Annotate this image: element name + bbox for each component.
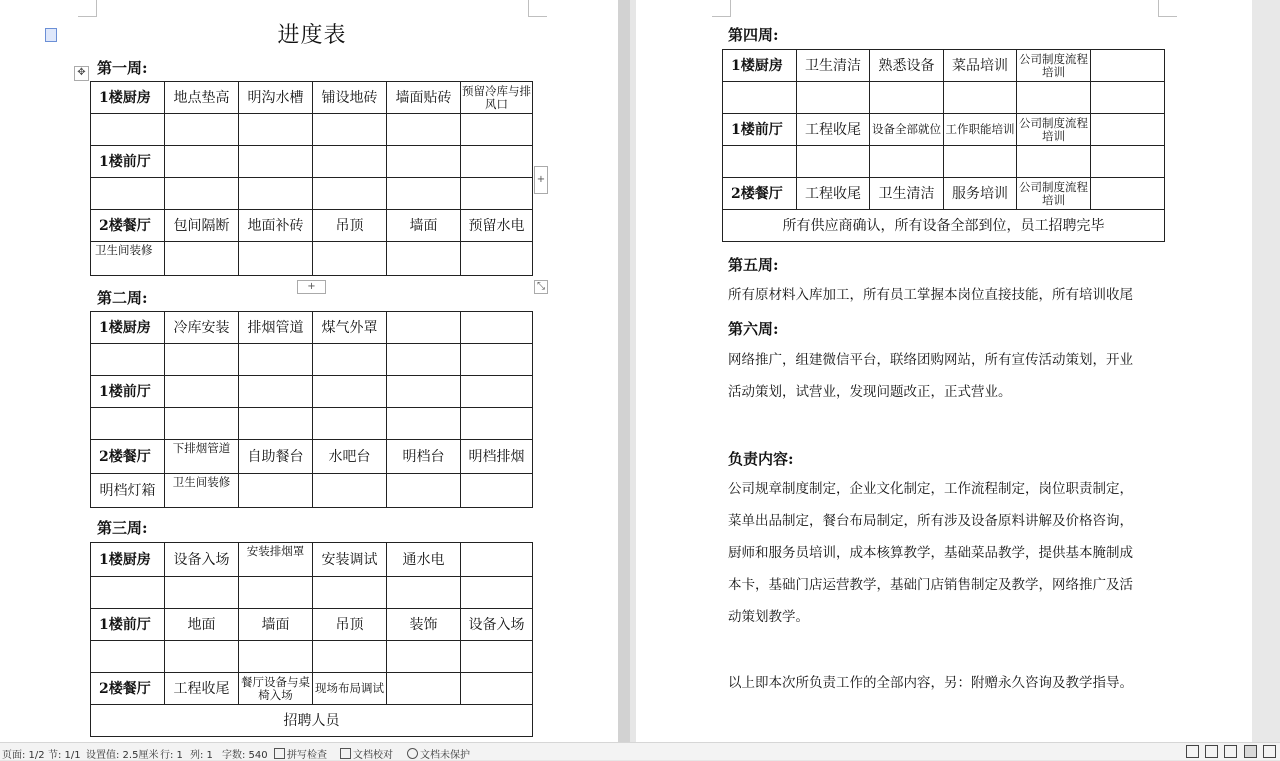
table-cell[interactable] [797,82,870,114]
table-row [91,210,533,242]
table-row [723,146,1165,178]
table-cell[interactable] [461,474,533,508]
week2-table [90,311,533,508]
table-cell[interactable]: 排烟管道 [239,312,313,344]
table-row [723,50,1165,82]
status-page[interactable]: 页面: 1/2 [2,750,45,761]
table-cell[interactable]: 1楼前厅 [91,146,165,178]
table-cell[interactable] [944,146,1017,178]
table-row [91,543,533,577]
spellcheck-label: 拼写检查 [287,750,327,761]
table-cell[interactable]: 自助餐台 [239,440,313,474]
table-cell[interactable]: 墙面贴砖 [387,82,461,114]
week5-label: 第五周: [728,256,779,274]
table-cell[interactable]: 菜品培训 [944,50,1017,82]
table-cell[interactable]: 公司制度流程培训 [1017,178,1091,210]
table-row [723,178,1165,210]
table-cell[interactable] [723,146,797,178]
add-row-button[interactable]: + [297,280,326,294]
table-cell[interactable] [1091,82,1165,114]
table-cell[interactable]: 2楼餐厅 [91,210,165,242]
responsibility-line: 厨师和服务员培训，成本核算教学，基础菜品教学，提供基本腌制成 [728,545,1133,561]
table-cell[interactable]: 安装排烟罩 [239,543,313,577]
table-cell[interactable] [797,146,870,178]
table-cell[interactable]: 1楼厨房 [91,543,165,577]
document-icon[interactable] [45,28,57,42]
table-cell[interactable] [461,114,533,146]
table-cell[interactable]: 卫生间装修 [91,242,165,276]
table-cell[interactable] [239,344,313,376]
table-cell[interactable] [1091,178,1165,210]
page-gap [618,0,630,742]
table-cell[interactable] [387,344,461,376]
table-cell[interactable] [239,376,313,408]
table-cell[interactable] [313,146,387,178]
table-cell[interactable]: 铺设地砖 [313,82,387,114]
read-mode-icon[interactable] [1205,745,1218,758]
responsibility-line: 动策划教学。 [728,609,809,625]
closing-text: 以上即本次所负责工作的全部内容，另：附赠永久咨询及教学指导。 [728,675,1133,691]
web-view-icon[interactable] [1263,745,1276,758]
table-row [91,376,533,408]
table-cell[interactable] [165,376,239,408]
table-cell[interactable] [313,641,387,673]
table-cell[interactable]: 现场布局调试 [313,673,387,705]
table-row [91,114,533,146]
table-cell[interactable] [1091,146,1165,178]
table-cell[interactable] [313,474,387,508]
table-cell[interactable] [239,114,313,146]
table-cell[interactable]: 设备全部就位 [870,114,944,146]
table-cell[interactable] [1091,114,1165,146]
table-cell[interactable]: 公司制度流程培训 [1017,114,1091,146]
table-row [91,82,533,114]
week6-text-line1: 网络推广，组建微信平台，联络团购网站，所有宣传活动策划，开业 [728,352,1133,368]
table-cell[interactable]: 卫生间装修 [165,474,239,508]
table-cell[interactable] [387,577,461,609]
week6-text-line2: 活动策划，试营业，发现问题改正，正式营业。 [728,384,1012,400]
table-cell[interactable]: 1楼前厅 [91,376,165,408]
table-cell[interactable]: 吊顶 [313,609,387,641]
table-row [91,146,533,178]
table-cell[interactable] [165,146,239,178]
table-row [91,705,533,737]
table-cell[interactable] [387,114,461,146]
table-cell[interactable] [1017,146,1091,178]
table-cell[interactable]: 1楼厨房 [723,50,797,82]
table-cell[interactable] [387,146,461,178]
table-cell[interactable] [165,114,239,146]
table-cell[interactable]: 煤气外罩 [313,312,387,344]
add-column-button[interactable]: + [534,166,548,194]
table-cell[interactable]: 包间隔断 [165,210,239,242]
crop-mark [78,0,97,17]
table-row [91,440,533,474]
table-cell[interactable]: 所有供应商确认，所有设备全部到位，员工招聘完毕 [723,210,1165,242]
table-cell[interactable]: 2楼餐厅 [723,178,797,210]
table-cell[interactable]: 冷库安装 [165,312,239,344]
table-cell[interactable]: 1楼前厅 [723,114,797,146]
crop-mark [1158,0,1177,17]
table-cell[interactable] [387,312,461,344]
status-bar [0,742,1280,760]
table-cell[interactable] [387,376,461,408]
table-cell[interactable] [870,146,944,178]
table-cell[interactable] [91,344,165,376]
fullscreen-icon[interactable] [1186,745,1199,758]
table-cell[interactable] [387,474,461,508]
document-title: 进度表 [277,23,347,48]
table-cell[interactable] [461,312,533,344]
table-cell[interactable] [91,641,165,673]
table-row [91,673,533,705]
table-cell[interactable]: 服务培训 [944,178,1017,210]
table-cell[interactable] [1017,82,1091,114]
table-row [91,178,533,210]
table-cell[interactable] [387,641,461,673]
table-cell[interactable] [313,242,387,276]
table-row [91,344,533,376]
table-cell[interactable] [165,641,239,673]
table-row [723,114,1165,146]
table-cell[interactable]: 工程收尾 [797,114,870,146]
table-cell[interactable]: 吊顶 [313,210,387,242]
table-cell[interactable]: 预留水电 [461,210,533,242]
table-cell[interactable]: 明档灯箱 [91,474,165,508]
table-cell[interactable]: 设备入场 [165,543,239,577]
table-cell[interactable]: 2楼餐厅 [91,440,165,474]
table-resize-handle[interactable]: ⤡ [534,280,548,294]
table-cell[interactable]: 熟悉设备 [870,50,944,82]
table-cell[interactable]: 墙面 [387,210,461,242]
table-cell[interactable] [313,577,387,609]
table-cell[interactable] [461,376,533,408]
table-cell[interactable]: 明档台 [387,440,461,474]
table-cell[interactable] [387,673,461,705]
table-cell[interactable]: 卫生清洁 [797,50,870,82]
table-cell[interactable]: 墙面 [239,609,313,641]
table-cell[interactable] [165,242,239,276]
table-cell[interactable] [723,82,797,114]
responsibility-line: 公司规章制度制定，企业文化制定，工作流程制定，岗位职责制定， [728,481,1133,497]
table-cell[interactable] [239,474,313,508]
table-cell[interactable] [387,178,461,210]
table-row [91,609,533,641]
table-cell[interactable]: 预留冷库与排风口 [461,82,533,114]
table-cell[interactable] [387,408,461,440]
table-cell[interactable] [239,178,313,210]
table-cell[interactable] [239,242,313,276]
table-cell[interactable] [461,543,533,577]
responsibility-line: 本卡，基础门店运营教学，基础门店销售制定及教学，网络推广及活 [728,577,1133,593]
week2-label: 第二周: [97,289,148,307]
table-cell[interactable]: 地面补砖 [239,210,313,242]
table-cell[interactable]: 地点垫高 [165,82,239,114]
write-mode-icon[interactable] [1224,745,1237,758]
crop-mark [528,0,547,17]
table-cell[interactable]: 下排烟管道 [165,440,239,474]
table-row [91,577,533,609]
status-wordcount[interactable]: 字数: 540 [222,750,268,761]
proofread-icon [340,748,351,759]
crop-mark [712,0,731,17]
week1-table [90,81,533,276]
table-cell[interactable]: 工程收尾 [797,178,870,210]
table-row [91,312,533,344]
table-cell[interactable] [91,577,165,609]
table-cell[interactable]: 1楼厨房 [91,312,165,344]
table-cell[interactable] [461,242,533,276]
table-cell[interactable]: 公司制度流程培训 [1017,50,1091,82]
table-cell[interactable] [165,178,239,210]
table-cell[interactable] [461,344,533,376]
table-row [723,210,1165,242]
unprotected-icon [407,748,418,759]
table-cell[interactable] [313,344,387,376]
week4-label: 第四周: [728,26,779,44]
responsibility-label: 负责内容: [728,450,794,468]
table-cell[interactable] [313,114,387,146]
table-cell[interactable] [165,408,239,440]
workspace-margin [1252,0,1280,742]
page-view-icon[interactable] [1244,745,1257,758]
table-cell[interactable] [387,242,461,276]
table-cell[interactable] [91,408,165,440]
week3-label: 第三周: [97,519,148,537]
table-cell[interactable] [165,577,239,609]
spellcheck-icon [274,748,285,759]
table-row [91,242,533,276]
table-cell[interactable]: 2楼餐厅 [91,673,165,705]
table-cell[interactable]: 明档排烟 [461,440,533,474]
table-cell[interactable]: 装饰 [387,609,461,641]
table-cell[interactable] [461,408,533,440]
table-cell[interactable] [239,577,313,609]
table-cell[interactable] [313,408,387,440]
table-cell[interactable] [91,178,165,210]
responsibility-line: 菜单出品制定，餐台布局制定，所有涉及设备原料讲解及价格咨询， [728,513,1133,529]
protect-label: 文档未保护 [420,750,470,761]
table-cell[interactable] [91,114,165,146]
status-section: 节: 1/1 [48,750,81,761]
table-cell[interactable]: 1楼厨房 [91,82,165,114]
week6-label: 第六周: [728,320,779,338]
table-cell[interactable]: 工程收尾 [165,673,239,705]
table-cell[interactable] [461,641,533,673]
table-cell[interactable] [313,376,387,408]
table-row [91,474,533,508]
table-cell[interactable] [461,577,533,609]
table-move-handle[interactable]: ✥ [74,66,89,81]
table-cell[interactable] [1091,50,1165,82]
week1-label: 第一周: [97,59,148,77]
table-cell[interactable]: 明沟水槽 [239,82,313,114]
table-cell[interactable]: 招聘人员 [91,705,533,737]
table-cell[interactable] [239,641,313,673]
week4-table [722,49,1165,242]
status-row: 行: 1 [160,750,183,761]
table-cell[interactable] [239,146,313,178]
table-cell[interactable]: 餐厅设备与桌椅入场 [239,673,313,705]
table-cell[interactable]: 安装调试 [313,543,387,577]
table-cell[interactable] [461,673,533,705]
table-cell[interactable] [239,408,313,440]
table-cell[interactable] [461,178,533,210]
table-cell[interactable]: 工作职能培训 [944,114,1017,146]
table-row [91,641,533,673]
table-cell[interactable]: 通水电 [387,543,461,577]
table-row [91,408,533,440]
table-cell[interactable] [165,344,239,376]
table-row [723,82,1165,114]
proofread-label: 文档校对 [353,750,393,761]
table-cell[interactable]: 地面 [165,609,239,641]
week3-table [90,542,533,737]
table-cell[interactable]: 设备入场 [461,609,533,641]
table-cell[interactable]: 水吧台 [313,440,387,474]
table-cell[interactable] [461,146,533,178]
table-cell[interactable] [944,82,1017,114]
table-cell[interactable] [313,178,387,210]
table-cell[interactable]: 1楼前厅 [91,609,165,641]
table-cell[interactable]: 卫生清洁 [870,178,944,210]
status-col: 列: 1 [190,750,213,761]
status-setting: 设置值: 2.5厘米 [86,750,159,761]
week5-text: 所有原材料入库加工，所有员工掌握本岗位直接技能，所有培训收尾 [728,287,1133,303]
document-page-1 [0,0,618,742]
table-cell[interactable] [870,82,944,114]
